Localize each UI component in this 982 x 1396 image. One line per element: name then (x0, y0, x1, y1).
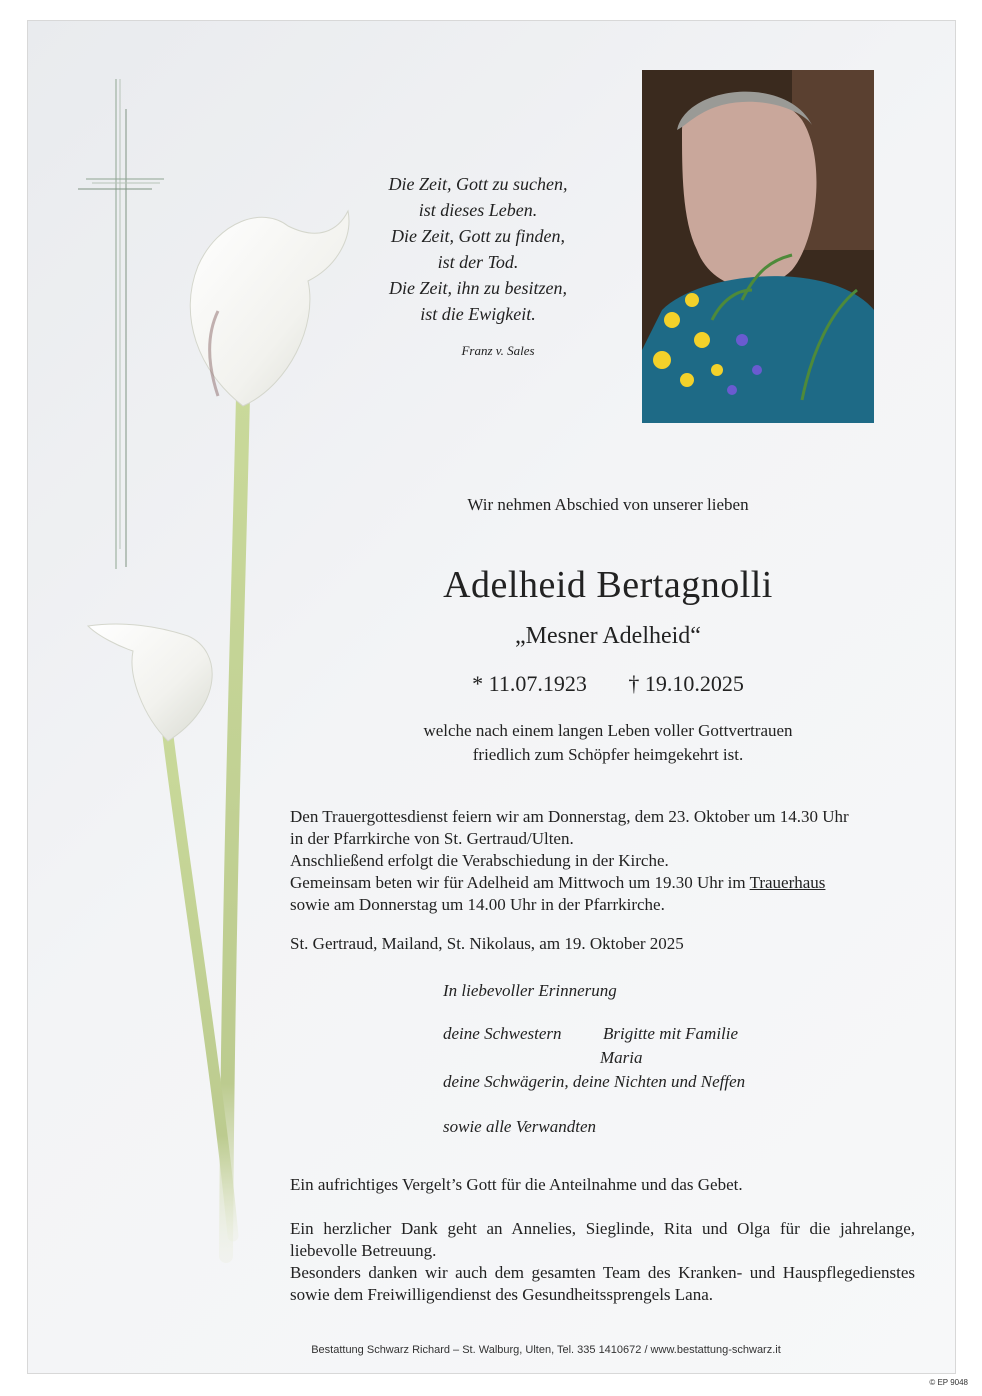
birth-date: * 11.07.1923 (472, 671, 587, 696)
quote-line: Die Zeit, Gott zu finden, (391, 226, 565, 246)
parte-sheet (27, 20, 956, 1374)
sisters-label: deine Schwestern (443, 1024, 562, 1043)
relatives-text: sowie alle Verwandten (443, 1117, 596, 1136)
returned-line: friedlich zum Schöpfer heimgekehrt ist. (472, 745, 744, 764)
sister-maria: Maria (600, 1048, 643, 1067)
inlaws-text: deine Schwägerin, deine Nichten und Neffen (443, 1072, 746, 1091)
service-info (290, 806, 915, 916)
thanks-team: Besonders danken wir auch dem gesamten Team des Kranken- und Hauspflegedienstes sowie dem Freiwilligendienst des Gesundheitssprengels Lana. (290, 1263, 915, 1304)
quote-line: ist die Ewigkeit. (420, 304, 536, 324)
funeral-home-footer: Bestattung Schwarz Richard – St. Walburg, Ulten, Tel. 335 1410672 / www.bestattung-schwarz.it (311, 1344, 781, 1356)
prayer-end: sowie am Donnerstag um 14.00 Uhr in der Pfarrkirche. (290, 895, 665, 914)
portrait-photo (642, 70, 874, 423)
quote (328, 171, 628, 327)
quote-line: ist dieses Leben. (418, 200, 538, 220)
service-line: in der Pfarrkirche von St. Gertraud/Ulten. (290, 829, 574, 848)
returned-line: welche nach einem langen Leben voller Gottvertrauen (423, 721, 793, 740)
prayer-prefix: Gemeinsam beten wir für Adelheid am Mittwoch um 19.30 Uhr im (290, 873, 746, 892)
returned-text (373, 719, 843, 767)
deceased-name: Adelheid Bertagnolli (443, 564, 773, 606)
service-line: Den Trauergottesdienst feiern wir am Donnerstag, dem 23. Oktober um 14.30 Uhr (290, 807, 849, 826)
sister-brigitte: Brigitte mit Familie (603, 1024, 739, 1043)
mourning-house: Trauerhaus (749, 873, 826, 892)
calla-lily-icon (48, 196, 368, 1286)
life-dates (448, 671, 768, 697)
nickname: „Mesner Adelheid“ (515, 623, 701, 649)
death-date: † 19.10.2025 (628, 671, 744, 696)
service-line: Anschließend erfolgt die Verabschiedung in der Kirche. (290, 851, 669, 870)
portrait-photo-icon (642, 70, 874, 423)
memory-text: In liebevoller Erinnerung (443, 981, 617, 1000)
thanks-text: Ein aufrichtiges Vergelt’s Gott für die Anteilnahme und das Gebet. (290, 1175, 743, 1194)
quote-line: Die Zeit, Gott zu suchen, (388, 174, 568, 194)
quote-line: ist der Tod. (437, 252, 519, 272)
thanks-care: Ein herzlicher Dank geht an Annelies, Sieglinde, Rita und Olga für die jahrelange, liebevolle Betreuung. (290, 1219, 915, 1260)
prayer-line (290, 872, 915, 894)
intro-text: Wir nehmen Abschied von unserer lieben (467, 495, 749, 514)
place-date: St. Gertraud, Mailand, St. Nikolaus, am 19. Oktober 2025 (290, 934, 684, 953)
print-code: © EP 9048 (929, 1378, 968, 1387)
quote-author: Franz v. Sales (461, 343, 535, 358)
quote-line: Die Zeit, ihn zu besitzen, (389, 278, 567, 298)
